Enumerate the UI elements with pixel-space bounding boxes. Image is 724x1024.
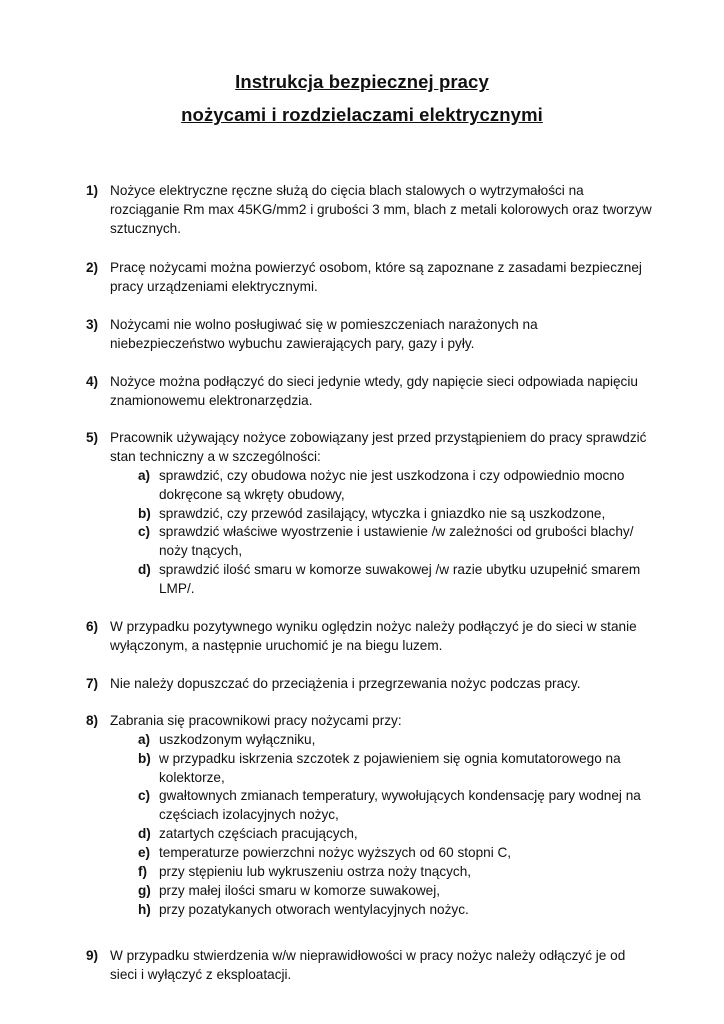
item-number: 8) — [86, 713, 99, 728]
item-text: Pracę nożycami można powierzyć osobom, które są zapoznane z zasadami bezpiecznej pracy urządzeniami elektrycznymi. — [110, 260, 642, 295]
title-line-2: nożycami i rozdzielaczami elektrycznymi — [181, 104, 543, 125]
item-number: 6) — [86, 619, 99, 634]
sub-text: przy pozatykanych otworach wentylacyjnych nożyc. — [159, 902, 469, 917]
sub-text: gwałtownych zmianach temperatury, wywołujących kondensację pary wodnej na częściach izolacyjnych nożyc, — [159, 788, 641, 823]
item-number: 9) — [86, 948, 99, 963]
title-line-1: Instrukcja bezpiecznej pracy — [235, 71, 489, 92]
sub-letter: g) — [138, 883, 151, 898]
sub-text: przy małej ilości smaru w komorze suwakowej, — [159, 883, 441, 898]
sub-letter: b) — [138, 506, 151, 521]
item-text: W przypadku stwierdzenia w/w nieprawidłowości w pracy nożyc należy odłączyć je od sieci i wyłączyć z eksploatacji. — [110, 948, 626, 983]
sub-text: uszkodzonym wyłączniku, — [159, 732, 316, 747]
sub-text: sprawdzić ilość smaru w komorze suwakowej /w razie ubytku uzupełnić smarem LMP/. — [159, 562, 641, 597]
item-text: Nożyce elektryczne ręczne służą do cięcia blach stalowych o wytrzymałości na rozciąganie Rm max 45KG/mm2 i grubości 3 mm, blach z metali kolorowych oraz tworzyw sztucznych. — [110, 183, 652, 237]
item-text: Nożycami nie wolno posługiwać się w pomieszczeniach narażonych na niebezpieczeństwo wybuchu zawierających pary, gazy i pyły. — [110, 317, 538, 352]
item-text: Nie należy dopuszczać do przeciążenia i przegrzewania nożyc podczas pracy. — [110, 676, 581, 691]
sub-letter: b) — [138, 751, 151, 766]
sub-letter: d) — [138, 826, 151, 841]
item-number: 7) — [86, 676, 99, 691]
item-number: 4) — [86, 374, 99, 389]
sub-letter: c) — [138, 788, 151, 803]
sub-text: w przypadku iskrzenia szczotek z pojawieniem się ognia komutatorowego na kolektorze, — [159, 751, 621, 786]
sub-text: sprawdzić, czy obudowa nożyc nie jest uszkodzona i czy odpowiednio mocno dokręcone są wkręty obudowy, — [159, 468, 625, 503]
item-number: 1) — [86, 183, 99, 198]
sub-letter: a) — [138, 732, 151, 747]
item-number: 3) — [86, 317, 99, 332]
sub-text: przy stępieniu lub wykruszeniu ostrza noży tnących, — [159, 864, 472, 879]
item-text: Zabrania się pracownikowi pracy nożycami przy: — [110, 713, 402, 728]
sub-text: temperaturze powierzchni nożyc wyższych od 60 stopni C, — [159, 845, 512, 860]
item-text: Pracownik używający nożyce zobowiązany jest przed przystąpieniem do pracy sprawdzić stan techniczny a w szczególności: — [110, 430, 647, 465]
sub-text: sprawdzić właściwe wyostrzenie i ustawienie /w zależności od grubości blachy/ noży tnących, — [159, 524, 634, 559]
sub-text: zatartych częściach pracujących, — [159, 826, 358, 841]
sub-text: sprawdzić, czy przewód zasilający, wtyczka i gniazdko nie są uszkodzone, — [159, 506, 606, 521]
item-number: 2) — [86, 260, 99, 275]
sub-letter: a) — [138, 468, 151, 483]
sub-letter: c) — [138, 524, 151, 539]
sub-letter: h) — [138, 902, 151, 917]
sub-letter: d) — [138, 562, 151, 577]
sub-letter: e) — [138, 845, 151, 860]
item-text: Nożyce można podłączyć do sieci jedynie wtedy, gdy napięcie sieci odpowiada napięciu znamionowemu elektronarzędzia. — [110, 374, 638, 409]
item-number: 5) — [86, 430, 99, 445]
sub-letter: f) — [138, 864, 148, 879]
item-text: W przypadku pozytywnego wyniku oględzin nożyc należy podłączyć je do sieci w stanie wyłączonym, a następnie uruchomić je na biegu luzem. — [110, 619, 637, 654]
